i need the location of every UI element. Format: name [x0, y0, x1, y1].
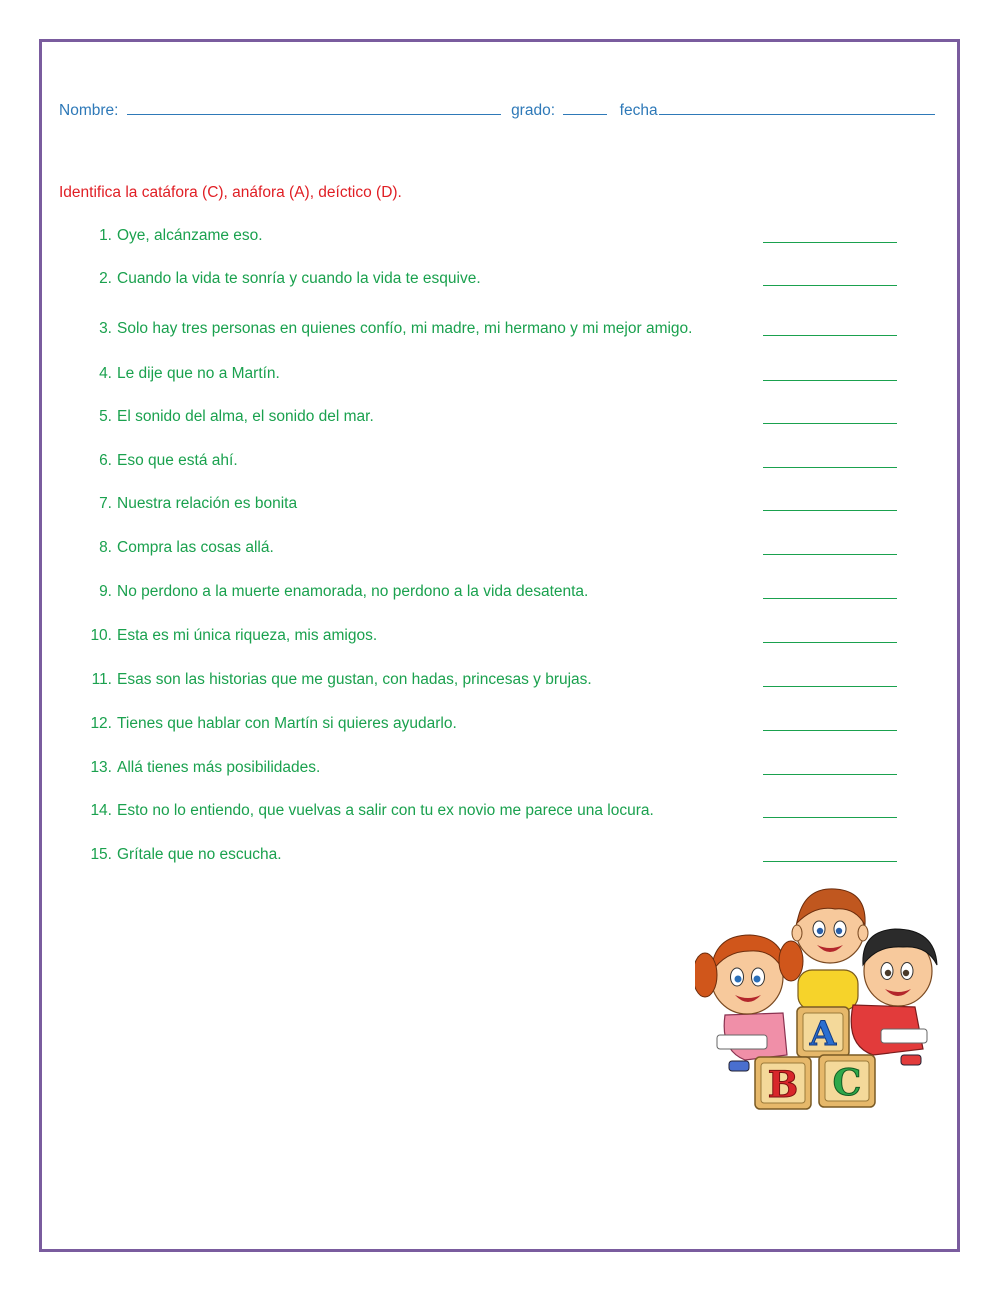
answer-field[interactable] — [763, 423, 897, 424]
instructions: Identifica la catáfora (C), anáfora (A), deíctico (D). — [59, 184, 402, 201]
item-number: 5. — [99, 408, 112, 425]
item-number: 3. — [99, 320, 112, 337]
block-a — [797, 1007, 849, 1057]
list-item — [86, 583, 916, 605]
item-text: Esta es mi única riqueza, mis amigos. — [117, 627, 378, 644]
kids-abc-blocks-illustration — [695, 885, 945, 1115]
item-number: 12. — [90, 715, 112, 732]
item-text: Esto no lo entiendo, que vuelvas a salir con tu ex novio me parece una locura. — [117, 802, 654, 819]
list-item — [86, 802, 916, 824]
answer-field[interactable] — [763, 285, 897, 286]
item-text: Solo hay tres personas en quienes confío, mi madre, mi hermano y mi mejor amigo. — [117, 320, 693, 337]
item-number: 13. — [90, 759, 112, 776]
answer-field[interactable] — [763, 380, 897, 381]
list-item — [86, 270, 916, 292]
list-item — [86, 227, 916, 249]
item-text: Cuando la vida te sonría y cuando la vida te esquive. — [117, 270, 481, 287]
answer-field[interactable] — [763, 642, 897, 643]
svg-text:B: B — [767, 1064, 799, 1106]
answer-field[interactable] — [763, 598, 897, 599]
block-b — [755, 1057, 811, 1109]
item-text: Esas son las historias que me gustan, con hadas, princesas y brujas. — [117, 671, 592, 688]
answer-field[interactable] — [763, 730, 897, 731]
item-number: 15. — [90, 846, 112, 863]
date-field[interactable] — [659, 100, 935, 115]
answer-field[interactable] — [763, 686, 897, 687]
block-c — [819, 1055, 875, 1107]
item-number: 9. — [99, 583, 112, 600]
answer-field[interactable] — [763, 861, 897, 862]
boy-middle — [792, 889, 868, 1010]
list-item — [86, 627, 916, 649]
item-text: Grítale que no escucha. — [117, 846, 282, 863]
kids-reading-icon — [695, 885, 945, 1115]
list-item — [86, 671, 916, 693]
svg-text:C: C — [832, 1062, 862, 1104]
answer-field[interactable] — [763, 335, 897, 336]
svg-text:A: A — [809, 1014, 837, 1054]
girl-left — [695, 935, 803, 1071]
item-text: Compra las cosas allá. — [117, 539, 274, 556]
item-text: Nuestra relación es bonita — [117, 495, 298, 512]
item-number: 8. — [99, 539, 112, 556]
item-number: 1. — [99, 227, 112, 244]
item-text: Tienes que hablar con Martín si quieres ayudarlo. — [117, 715, 457, 732]
boy-right — [851, 929, 937, 1065]
answer-field[interactable] — [763, 467, 897, 468]
list-item — [86, 408, 916, 430]
list-item — [86, 365, 916, 387]
item-text: Oye, alcánzame eso. — [117, 227, 263, 244]
item-number: 11. — [91, 671, 112, 688]
item-number: 10. — [90, 627, 112, 644]
answer-field[interactable] — [763, 510, 897, 511]
grade-field[interactable] — [563, 100, 607, 115]
item-number: 14. — [90, 802, 112, 819]
student-info-line — [59, 100, 939, 120]
item-number: 7. — [99, 495, 112, 512]
item-text: Le dije que no a Martín. — [117, 365, 280, 382]
item-text: No perdono a la muerte enamorada, no perdono a la vida desatenta. — [117, 583, 589, 600]
item-text: El sonido del alma, el sonido del mar. — [117, 408, 374, 425]
item-number: 6. — [99, 452, 112, 469]
list-item — [86, 846, 916, 868]
item-number: 2. — [99, 270, 112, 287]
answer-field[interactable] — [763, 817, 897, 818]
answer-field[interactable] — [763, 242, 897, 243]
item-text: Allá tienes más posibilidades. — [117, 759, 321, 776]
item-number: 4. — [99, 365, 112, 382]
grade-label: grado: — [511, 102, 556, 119]
answer-field[interactable] — [763, 774, 897, 775]
date-label: fecha — [619, 102, 658, 119]
name-field[interactable] — [127, 100, 501, 115]
answer-field[interactable] — [763, 554, 897, 555]
list-item — [86, 759, 916, 781]
list-item — [86, 715, 916, 737]
list-item — [86, 452, 916, 474]
list-item — [86, 495, 916, 517]
list-item — [86, 539, 916, 561]
list-item — [86, 320, 916, 342]
name-label: Nombre: — [59, 102, 119, 119]
item-text: Eso que está ahí. — [117, 452, 238, 469]
